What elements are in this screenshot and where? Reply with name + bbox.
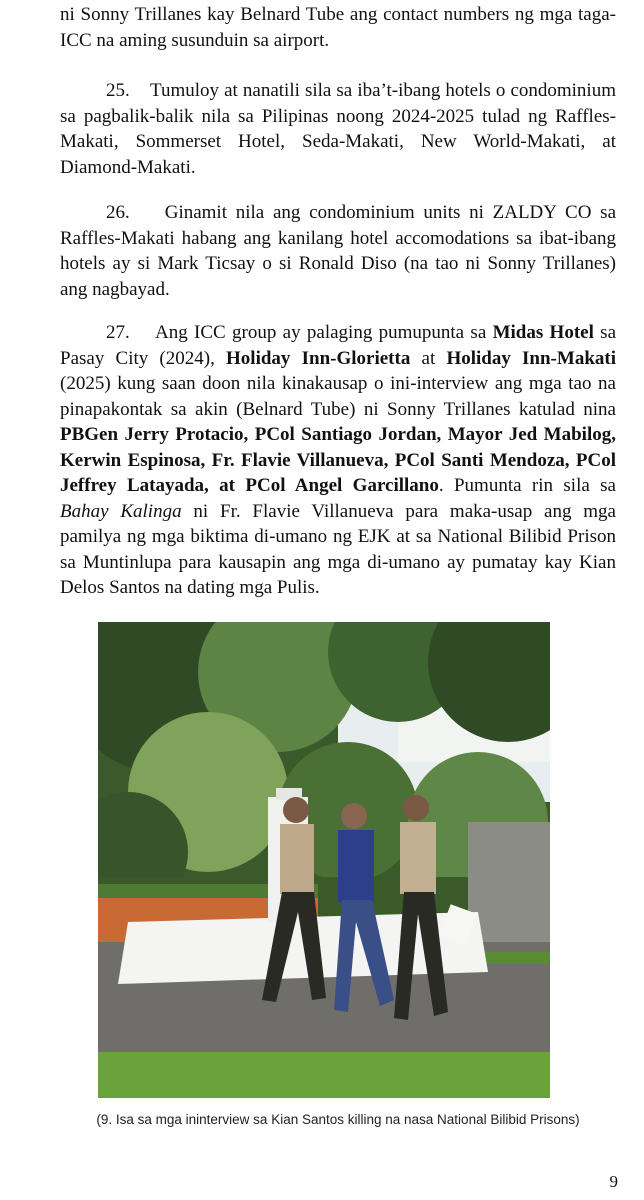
paragraph-text: Ginamit nila ang condominium units ni ZALDY CO sa Raffles-Makati habang ang kanilang hotel accomodations sa ibat-ibang hotels ay si Mark Ticsay o si Ronald Diso (na tao ni Sonny Trillanes) ang nagbayad.: [60, 202, 616, 300]
page-number: 9: [609, 1172, 618, 1191]
paragraph-25: [60, 78, 616, 180]
person-list: PBGen Jerry Protacio, PCol Santiago Jordan, Mayor Jed Mabilog, Kerwin Espinosa, Fr. Flavie Villanueva, PCol Santi Mendoza, PCol Jeffrey Latayada, at PCol Angel Garcillano: [60, 424, 616, 496]
hotel-name: Holiday Inn-Makati: [446, 347, 616, 369]
hotel-name: Holiday Inn-Glorietta: [226, 347, 411, 369]
paragraph-number: 26.: [106, 202, 130, 223]
paragraph-number: 27.: [106, 322, 130, 343]
photo-illustration: [98, 622, 550, 1098]
photo-caption: (9. Isa sa mga ininterview sa Kian Santos killing na nasa National Bilibid Prisons): [96, 1112, 580, 1127]
hotel-name: Midas Hotel: [492, 322, 594, 343]
grass: [98, 1052, 550, 1098]
evidence-photo: [98, 622, 550, 1098]
paragraph-26: [60, 200, 616, 302]
paragraph-27: 27. Ang ICC group ay palaging pumupunta sa Midas Hotel sa Pasay City (2024), Holiday Inn-Glorietta at Holiday Inn-Makati (2025) kung saan doon nila kinakausap o ini-interview ang mga tao na pinapakontak sa akin (Belnard Tube) ni Sonny Trillanes katulad nina PBGen Jerry Protacio, PCol Santiago Jordan, Mayor Jed Mabilog, Kerwin Espinosa, Fr. Flavie Villanueva, PCol Santi Mendoza, PCol Jeffrey Latayada, at PCol Angel Garcillano. Pumunta rin sila sa Bahay Kalinga ni Fr. Flavie Villanueva para maka-usap ang mga pamilya ng mga biktima di-umano ng EJK at sa National Bilibid Prison sa Muntinlupa para kausapin ang mga di-umano ay pumatay kay Kian Delos Santos na dating mga Pulis.: [60, 322, 617, 598]
paragraph-text: Tumuloy at nanatili sila sa iba’t-ibang hotels o condominium sa pagbalik-balik nila sa Pilipinas noong 2024-2025 tulad ng Raffles-Makati, Sommerset Hotel, Seda-Makati, New World-Makati, at Diamond-Makati.: [60, 80, 616, 178]
paragraph-continued: ni Sonny Trillanes kay Belnard Tube ang contact numbers ng mga taga-ICC na aming susunduin sa airport.: [60, 4, 616, 51]
place-name: Bahay Kalinga: [60, 500, 182, 522]
paragraph-number: 25.: [106, 80, 130, 101]
